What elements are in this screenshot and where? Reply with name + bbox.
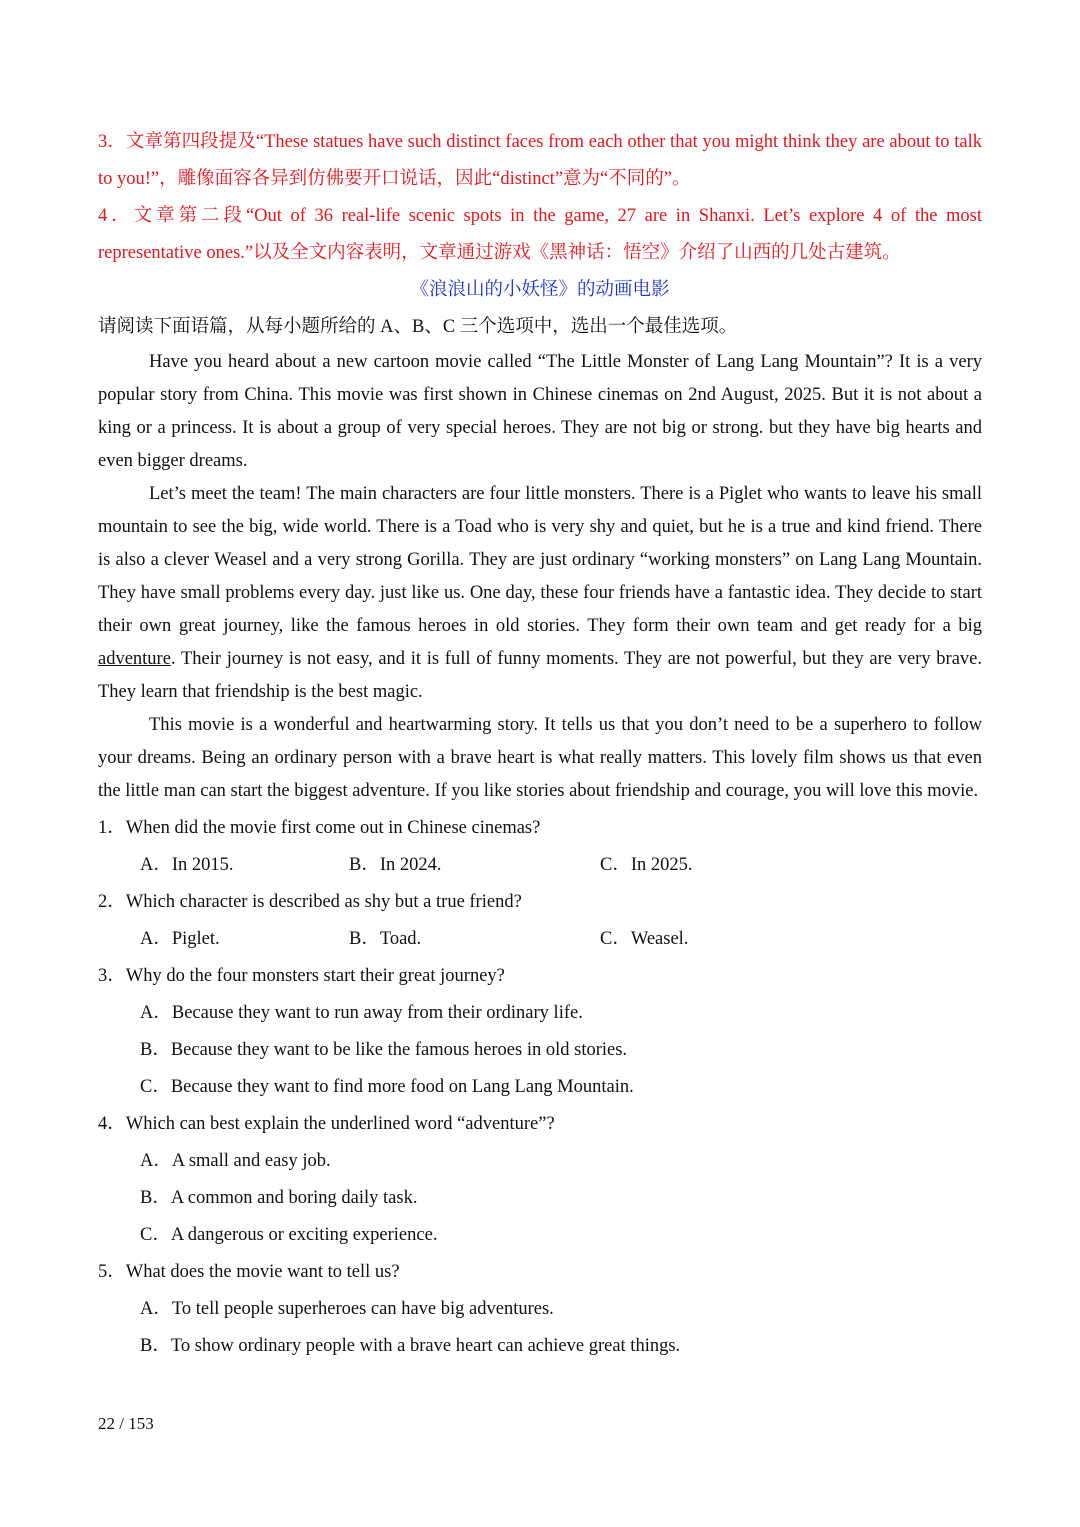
page-number: 22 / 153 [98, 1414, 154, 1433]
question-2-option-a: A．Piglet. [140, 929, 220, 949]
question-3-option-a: A．Because they want to run away from their ordinary life. [140, 1003, 583, 1023]
question-2: 2．Which character is described as shy but a true friend? [98, 892, 522, 912]
document-page [98, 124, 982, 1365]
passage-paragraph-1: Have you heard about a new cartoon movie called “The Little Monster of Lang Lang Mountain”? It is a very popular story from China. This movie was first shown in Chinese cinemas on 2nd August, 2025. But it is not about a king or a princess. It is about a group of very special heroes. They are not big or strong. but they have big hearts and even bigger dreams. [98, 352, 982, 471]
question-3: 3．Why do the four monsters start their great journey? [98, 966, 505, 986]
question-5: 5．What does the movie want to tell us? [98, 1262, 400, 1282]
passage-paragraph-2 [98, 478, 982, 709]
question-1: 1．When did the movie first come out in Chinese cinemas? [98, 818, 541, 838]
question-2-option-b: B．Toad. [349, 929, 422, 949]
question-1-options [98, 847, 982, 884]
question-4-option-b: B．A common and boring daily task. [140, 1188, 418, 1208]
question-2-option-c: C．Weasel. [600, 929, 689, 949]
paragraph-2-text-before: Let’s meet the team! The main characters are four little monsters. There is a Piglet who wants to leave his small mountain to see the big, wide world. There is a Toad who is very shy and quiet, but he is a true and kind friend. There is also a clever Weasel and a very strong Gorilla. They are just ordinary “working monsters” on Lang Lang Mountain. They have small problems every day. just like us. One day, these four friends have a fantastic idea. They decide to start their own great journey, like the famous heroes in old stories. They form their own team and get ready for a big [98, 484, 982, 636]
question-1-option-a: A．In 2015. [140, 855, 234, 875]
question-5-option-a: A．To tell people superheroes can have big adventures. [140, 1299, 554, 1319]
question-2-options [98, 921, 982, 958]
answer-explanation-4: 4．文章第二段“Out of 36 real-life scenic spots in the game, 27 are in Shanxi. Let’s explore 4 of the most representative ones.”以及全文内容表明，文章通过游戏《黑神话：悟空》介绍了山西的几处古建筑。 [98, 206, 982, 263]
paragraph-2-text-after: . Their journey is not easy, and it is full of funny moments. They are not powerful, but they are very brave. They learn that friendship is the best magic. [98, 649, 982, 702]
underlined-word-adventure: adventure [98, 649, 171, 669]
question-4-option-a: A．A small and easy job. [140, 1151, 331, 1171]
passage-title: 《浪浪山的小妖怪》的动画电影 [410, 280, 670, 300]
question-1-option-c: C．In 2025. [600, 855, 693, 875]
question-1-option-b: B．In 2024. [349, 855, 442, 875]
question-4: 4．Which can best explain the underlined word “adventure”? [98, 1114, 555, 1134]
passage-instruction: 请阅读下面语篇，从每小题所给的 A、B、C 三个选项中，选出一个最佳选项。 [98, 317, 738, 337]
question-3-option-b: B．Because they want to be like the famous heroes in old stories. [140, 1040, 628, 1060]
question-4-option-c: C．A dangerous or exciting experience. [140, 1225, 438, 1245]
answer-explanation-3: 3．文章第四段提及“These statues have such distinct faces from each other that you might think they are about to talk to you!”，雕像面容各异到仿佛要开口说话，因此“distinct”意为“不同的”。 [98, 132, 982, 189]
passage-paragraph-3: This movie is a wonderful and heartwarming story. It tells us that you don’t need to be a superhero to follow your dreams. Being an ordinary person with a brave heart is what really matters. This lovely film shows us that even the little man can start the biggest adventure. If you like stories about friendship and courage, you will love this movie. [98, 715, 982, 801]
question-5-option-b: B．To show ordinary people with a brave heart can achieve great things. [140, 1336, 681, 1356]
question-3-option-c: C．Because they want to find more food on Lang Lang Mountain. [140, 1077, 634, 1097]
